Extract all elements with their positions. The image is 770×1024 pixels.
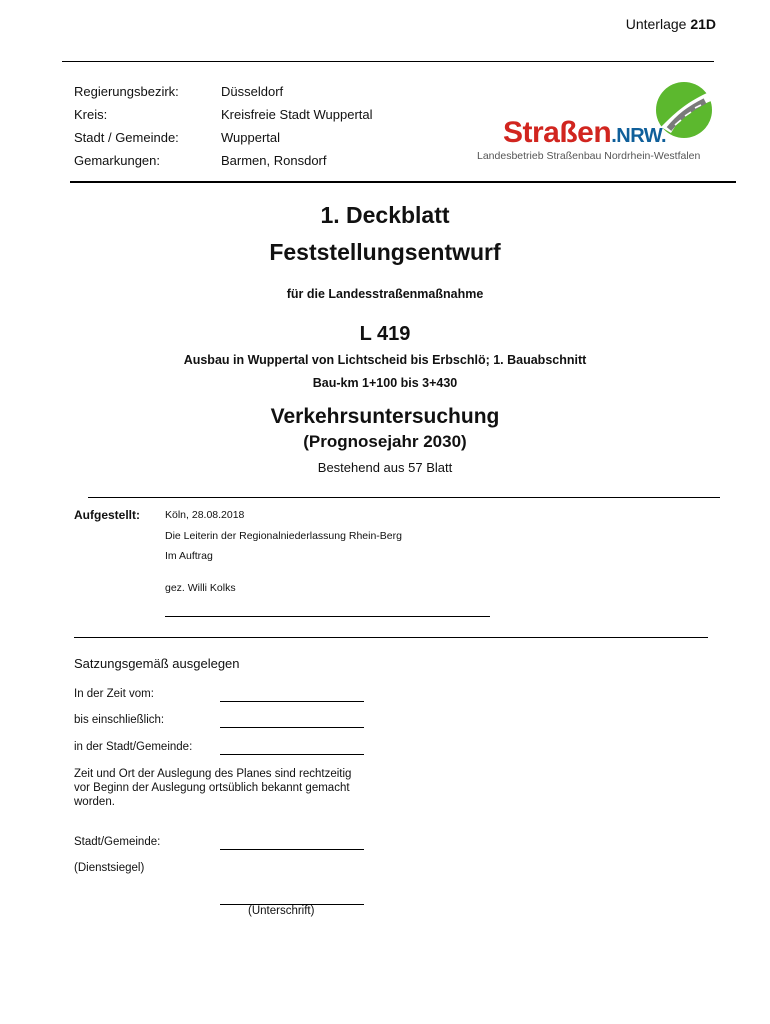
auslegung-notice-line-2: vor Beginn der Auslegung ortsüblich bekannt gemacht — [74, 782, 350, 794]
signature-line — [165, 616, 490, 617]
auslegung-stadt-gemeinde-label: Stadt/Gemeinde: — [74, 836, 161, 848]
title-feststellungsentwurf: Feststellungsentwurf — [269, 239, 501, 265]
meta-label-kreis: Kreis: — [74, 107, 108, 122]
section-divider — [74, 637, 708, 638]
auslegung-notice-line-3: worden. — [74, 796, 115, 808]
auslegung-zeit-vom-label: In der Zeit vom: — [74, 688, 154, 700]
meta-value-kreis: Kreisfreie Stadt Wuppertal — [221, 107, 373, 122]
title-road-number: L 419 — [359, 323, 411, 345]
title-baukm: Bau-km 1+100 bis 3+430 — [312, 376, 458, 390]
title-prognosejahr: (Prognosejahr 2030) — [303, 432, 467, 451]
title-ausbau: Ausbau in Wuppertal von Lichtscheid bis Erbschlö; 1. Bauabschnitt — [183, 353, 587, 367]
header-divider — [70, 181, 736, 183]
top-divider — [62, 61, 714, 62]
meta-value-gemarkungen: Barmen, Ronsdorf — [221, 153, 327, 168]
unterlage-prefix: Unterlage — [625, 16, 687, 32]
unterschrift-label: (Unterschrift) — [248, 905, 315, 917]
title-deckblatt: 1. Deckblatt — [320, 202, 450, 228]
logo-subtitle: Landesbetrieb Straßenbau Nordrhein-Westfalen — [477, 150, 701, 162]
unterlage-number: 21D — [690, 16, 716, 32]
zeit-vom-fill-line — [220, 701, 364, 702]
meta-value-stadt: Wuppertal — [221, 130, 281, 145]
stadt-gemeinde-fill-line — [220, 849, 364, 850]
title-verkehrsuntersuchung: Verkehrsuntersuchung — [270, 405, 500, 428]
auslegung-heading: Satzungsgemäß ausgelegen — [74, 656, 240, 671]
title-blatt-count: Bestehend aus 57 Blatt — [317, 460, 453, 475]
wordmark-nrw: .NRW. — [611, 125, 667, 147]
title-fuer: für die Landesstraßenmaßnahme — [286, 287, 484, 301]
aufgestellt-gez: gez. Willi Kolks — [165, 582, 236, 594]
document-id — [626, 16, 716, 32]
meta-value-regierungsbezirk: Düsseldorf — [221, 84, 284, 99]
aufgestellt-label: Aufgestellt: — [74, 508, 140, 522]
aufgestellt-ort-datum: Köln, 28.08.2018 — [165, 509, 245, 521]
wordmark-main: Straßen — [503, 116, 612, 149]
stadt-fill-line — [220, 754, 364, 755]
auslegung-bis-label: bis einschließlich: — [74, 714, 165, 726]
aufgestellt-leiterin: Die Leiterin der Regionalniederlassung Rhein-Berg — [165, 530, 402, 542]
aufgestellt-auftrag: Im Auftrag — [165, 550, 213, 562]
dienstsiegel-label: (Dienstsiegel) — [74, 862, 145, 874]
title-divider — [88, 497, 720, 498]
bis-fill-line — [220, 727, 364, 728]
meta-label-gemarkungen: Gemarkungen: — [74, 153, 160, 168]
auslegung-stadt-label: in der Stadt/Gemeinde: — [74, 741, 193, 753]
strassen-nrw-wordmark — [503, 116, 666, 150]
meta-label-regierungsbezirk: Regierungsbezirk: — [74, 84, 179, 99]
auslegung-notice-line-1: Zeit und Ort der Auslegung des Planes sind rechtzeitig — [74, 768, 352, 780]
meta-label-stadt: Stadt / Gemeinde: — [74, 130, 179, 145]
